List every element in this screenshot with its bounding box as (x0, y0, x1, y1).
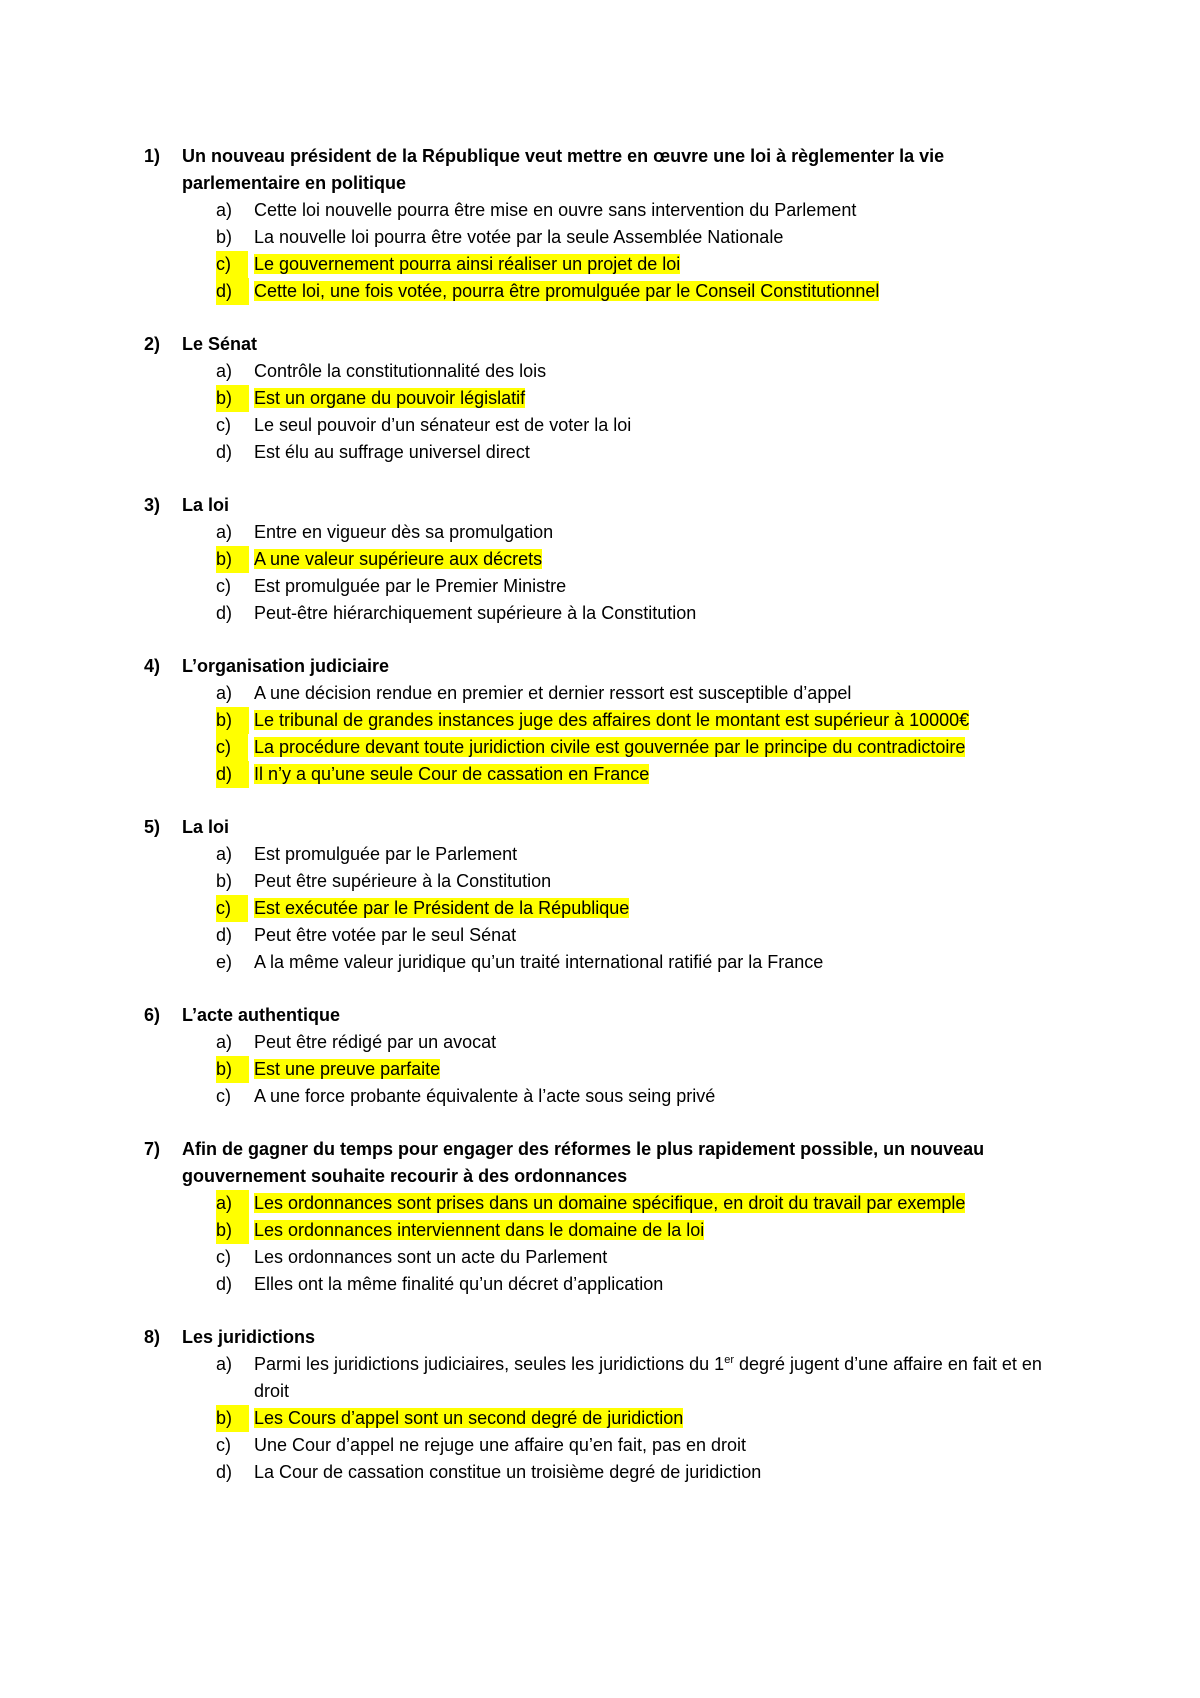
option-letter: c) (216, 1435, 231, 1455)
answer-option-highlighted (0, 1056, 1074, 1083)
option-text: A une décision rendue en premier et dernier ressort est susceptible d’appel (254, 683, 852, 703)
option-text: Peut être rédigé par un avocat (254, 1032, 497, 1052)
option-letter: a) (216, 522, 233, 542)
option-letter: a) (216, 1354, 233, 1374)
option-letter: b) (216, 707, 249, 734)
answer-option (0, 841, 1074, 868)
option-letter: a) (216, 361, 233, 381)
option-letter: b) (216, 546, 249, 573)
option-letter: b) (216, 871, 233, 891)
option-letter: c) (216, 1247, 231, 1267)
option-letter: b) (216, 1217, 249, 1244)
option-letter: b) (216, 385, 249, 412)
option-text: Peut être votée par le seul Sénat (254, 925, 517, 945)
answer-option-highlighted (0, 761, 1074, 788)
option-text: A une valeur supérieure aux décrets (254, 549, 543, 569)
answer-option (0, 412, 1074, 439)
option-text: Cette loi nouvelle pourra être mise en ouvre sans intervention du Parlement (254, 200, 857, 220)
answer-option (0, 358, 1074, 385)
question-number: 5) (144, 817, 161, 837)
option-letter: c) (216, 576, 231, 596)
option-letter: d) (216, 278, 249, 305)
option-text: Entre en vigueur dès sa promulgation (254, 522, 554, 542)
option-text: Une Cour d’appel ne rejuge une affaire qu’en fait, pas en droit (254, 1435, 747, 1455)
question-4 (0, 653, 1200, 788)
answer-option-highlighted (0, 1217, 1074, 1244)
option-letter: e) (216, 952, 233, 972)
option-text: Elles ont la même finalité qu’un décret d’application (254, 1274, 664, 1294)
option-letter: a) (216, 1032, 233, 1052)
option-text: Est exécutée par le Président de la République (254, 898, 630, 918)
answer-option (0, 197, 1074, 224)
option-text-part: Parmi les juridictions judiciaires, seules les juridictions du 1 (254, 1354, 725, 1374)
option-text: Est un organe du pouvoir législatif (254, 388, 526, 408)
answer-option (0, 1432, 1074, 1459)
answer-option-highlighted (0, 278, 1074, 305)
option-text-part: degré jugent d’une affaire en fait et en droit (254, 1354, 1042, 1401)
question-text: Les juridictions (182, 1327, 316, 1347)
option-text: La nouvelle loi pourra être votée par la seule Assemblée Nationale (254, 227, 784, 247)
option-text: La procédure devant toute juridiction civile est gouvernée par le principe du contradictoire (254, 737, 966, 757)
answer-option (0, 439, 1074, 466)
question-number: 4) (144, 656, 161, 676)
question-6 (0, 1002, 1200, 1110)
ordinal-superscript: er (724, 1354, 734, 1366)
option-text: Les Cours d’appel sont un second degré de juridiction (254, 1408, 684, 1428)
option-text: Il n’y a qu’une seule Cour de cassation en France (254, 764, 650, 784)
question-title (0, 1324, 1062, 1351)
answer-option (0, 600, 1074, 627)
answer-option-highlighted (0, 1190, 1074, 1217)
answer-option (0, 949, 1074, 976)
option-text: Est promulguée par le Premier Ministre (254, 576, 567, 596)
question-text: L’acte authentique (182, 1005, 341, 1025)
option-text: Le tribunal de grandes instances juge des affaires dont le montant est supérieur à 10000€ (254, 710, 970, 730)
option-text: Le seul pouvoir d’un sénateur est de voter la loi (254, 415, 632, 435)
answer-option (0, 1029, 1074, 1056)
option-text: Est une preuve parfaite (254, 1059, 441, 1079)
option-letter: b) (216, 1056, 249, 1083)
option-text: Peut être supérieure à la Constitution (254, 871, 552, 891)
answer-option-highlighted (0, 546, 1074, 573)
answer-option (0, 224, 1074, 251)
question-text: Le Sénat (182, 334, 258, 354)
option-text: A la même valeur juridique qu’un traité international ratifié par la France (254, 952, 824, 972)
answer-option (0, 1351, 1074, 1405)
option-letter: b) (216, 227, 233, 247)
option-letter: a) (216, 200, 233, 220)
question-text: Afin de gagner du temps pour engager des réformes le plus rapidement possible, un nouveau gouvernement souhaite recourir à des ordonnances (182, 1139, 985, 1186)
option-letter: c) (216, 734, 248, 761)
option-letter: c) (216, 1086, 231, 1106)
question-title (0, 814, 1062, 841)
option-letter: b) (216, 1405, 249, 1432)
answer-option (0, 1459, 1074, 1486)
answer-option (0, 1083, 1074, 1110)
option-letter: a) (216, 844, 233, 864)
answer-option-highlighted (0, 895, 1074, 922)
option-letter: d) (216, 603, 233, 623)
option-letter: c) (216, 415, 231, 435)
option-text: Est élu au suffrage universel direct (254, 442, 530, 462)
question-title (0, 653, 1062, 680)
option-text: La Cour de cassation constitue un troisième degré de juridiction (254, 1462, 762, 1482)
option-text: Est promulguée par le Parlement (254, 844, 518, 864)
question-number: 7) (144, 1139, 161, 1159)
question-5 (0, 814, 1200, 976)
option-letter: c) (216, 251, 248, 278)
question-number: 1) (144, 146, 161, 166)
answer-option (0, 922, 1074, 949)
question-text: La loi (182, 817, 230, 837)
question-number: 8) (144, 1327, 161, 1347)
answer-option (0, 1271, 1074, 1298)
question-text: La loi (182, 495, 230, 515)
option-text: Cette loi, une fois votée, pourra être promulguée par le Conseil Constitutionnel (254, 281, 880, 301)
answer-option-highlighted (0, 251, 1074, 278)
answer-option (0, 1244, 1074, 1271)
option-text: Les ordonnances interviennent dans le domaine de la loi (254, 1220, 705, 1240)
question-text: L’organisation judiciaire (182, 656, 390, 676)
question-number: 2) (144, 334, 161, 354)
option-text: Peut-être hiérarchiquement supérieure à la Constitution (254, 603, 697, 623)
answer-option (0, 868, 1074, 895)
question-7 (0, 1136, 1200, 1298)
question-8 (0, 1324, 1200, 1486)
option-text (254, 1354, 1042, 1401)
option-text: Les ordonnances sont prises dans un domaine spécifique, en droit du travail par exemple (254, 1193, 966, 1213)
question-number: 6) (144, 1005, 161, 1025)
question-text: Un nouveau président de la République veut mettre en œuvre une loi à règlementer la vie parlementaire en politique (182, 146, 945, 193)
answer-option-highlighted (0, 707, 1074, 734)
option-letter: c) (216, 895, 248, 922)
question-3 (0, 492, 1200, 627)
question-2 (0, 331, 1200, 466)
option-text: Contrôle la constitutionnalité des lois (254, 361, 547, 381)
question-title (0, 1002, 1062, 1029)
option-text: Les ordonnances sont un acte du Parlement (254, 1247, 608, 1267)
answer-option-highlighted (0, 734, 1074, 761)
answer-option-highlighted (0, 385, 1074, 412)
option-letter: a) (216, 1190, 249, 1217)
answer-option (0, 519, 1074, 546)
answer-option-highlighted (0, 1405, 1074, 1432)
document-body (0, 143, 1200, 1512)
question-1 (0, 143, 1200, 305)
option-letter: d) (216, 1462, 233, 1482)
option-text: A une force probante équivalente à l’acte sous seing privé (254, 1086, 716, 1106)
option-letter: d) (216, 925, 233, 945)
option-letter: d) (216, 761, 249, 788)
option-text: Le gouvernement pourra ainsi réaliser un projet de loi (254, 254, 681, 274)
answer-option (0, 573, 1074, 600)
option-letter: d) (216, 1274, 233, 1294)
question-title (0, 331, 1062, 358)
option-letter: d) (216, 442, 233, 462)
question-number: 3) (144, 495, 161, 515)
question-title (0, 143, 1062, 197)
question-title (0, 1136, 1062, 1190)
question-title (0, 492, 1062, 519)
answer-option (0, 680, 1074, 707)
option-letter: a) (216, 683, 233, 703)
